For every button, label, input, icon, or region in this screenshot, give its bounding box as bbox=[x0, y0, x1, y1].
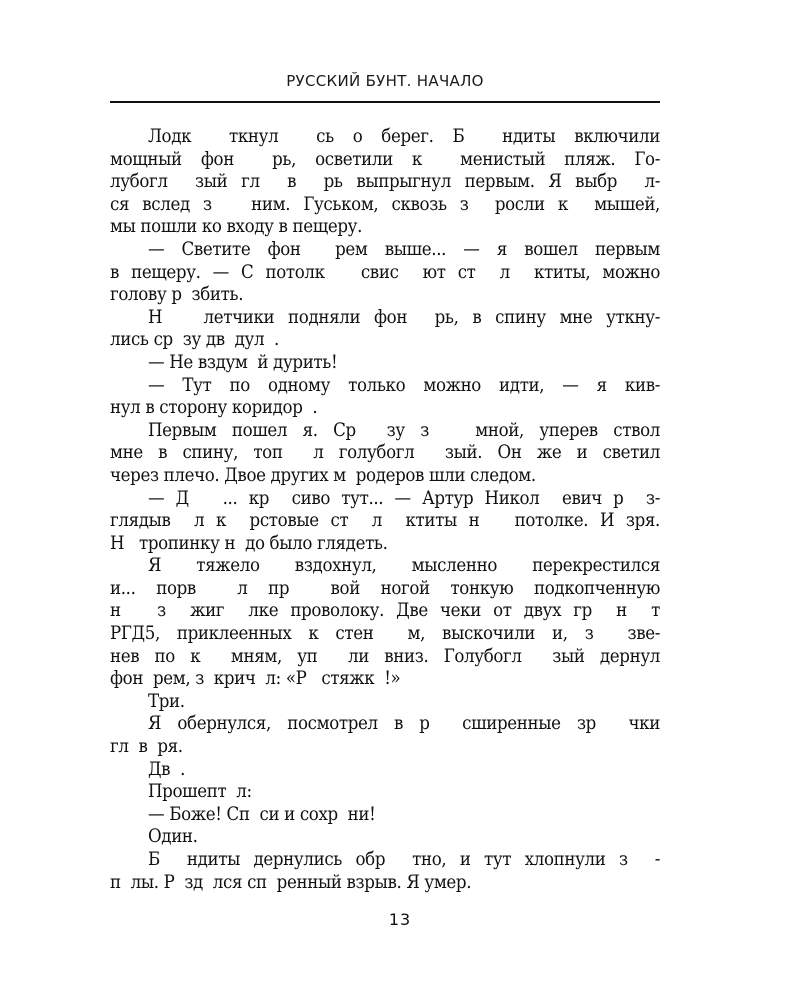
text-line: лубогл зый гл в рь выпрыгнул первым. Я выбр л- bbox=[110, 171, 660, 193]
text-line: Один. bbox=[148, 826, 198, 848]
text-line: фон рем, з крич л: «Р стяжк !» bbox=[110, 668, 401, 690]
text-line: мощный фон рь, осветили к менистый пляж. Го- bbox=[110, 148, 660, 170]
text-line: Первым пошел я. Ср зу з мной, уперев ствол bbox=[148, 419, 660, 441]
text-line: Прошепт л: bbox=[148, 781, 252, 803]
text-line: глядыв л к рстовые ст л ктиты н потолке. И зря. bbox=[110, 510, 660, 532]
text-line: в пещеру. — С потолк свис ют ст л ктиты, можно bbox=[110, 261, 660, 283]
text-line: лись ср зу дв дул . bbox=[110, 329, 279, 351]
text-line: и... порв л пр вой ногой тонкую подкопченную bbox=[110, 577, 660, 599]
text-line: гл в ря. bbox=[110, 736, 183, 758]
text-line: — Не вздум й дурить! bbox=[148, 351, 338, 373]
text-line: мы пошли ко входу в пещеру. bbox=[110, 216, 362, 238]
text-line: — Д ... кр сиво тут... — Артур Никол евич р з- bbox=[148, 487, 660, 509]
text-line: через плечо. Двое других м родеров шли следом. bbox=[110, 464, 536, 486]
running-head: РУССКИЙ БУНТ. НАЧАЛО bbox=[286, 72, 484, 90]
text-line: н з жиг лке проволоку. Две чеки от двух гр н т bbox=[110, 600, 660, 622]
body-text bbox=[110, 126, 660, 894]
text-line: Б ндиты дернулись обр тно, и тут хлопнули з - bbox=[148, 849, 660, 870]
text-line: Н летчики подняли фон рь, в спину мне уткну- bbox=[148, 306, 660, 328]
text-line: голову р збить. bbox=[110, 284, 244, 306]
text-line: нев по к мням, уп ли вниз. Голубогл зый дернул bbox=[110, 645, 660, 667]
text-line: мне в спину, топ л голубогл зый. Он же и светил bbox=[110, 442, 660, 464]
text-line: Я обернулся, посмотрел в р сширенные зр чки bbox=[148, 713, 660, 735]
text-line: Н тропинку н до было глядеть. bbox=[110, 532, 388, 554]
text-line: Я тяжело вздохнул, мысленно перекрестился bbox=[148, 555, 660, 577]
text-line: нул в сторону коридор . bbox=[110, 397, 318, 419]
text-line: РГД5, приклеенных к стен м, выскочили и, з зве- bbox=[110, 623, 660, 645]
page-number: 13 bbox=[388, 910, 412, 929]
text-line: ся вслед з ним. Гуськом, сквозь з росли к мышей, bbox=[110, 193, 660, 215]
text-line: Лодк ткнул сь о берег. Б ндиты включили bbox=[148, 126, 660, 147]
text-line: — Тут по одному только можно идти, — я кив- bbox=[148, 374, 660, 396]
text-line: Три. bbox=[148, 690, 185, 712]
text-line: п лы. Р зд лся сп ренный взрыв. Я умер. bbox=[110, 871, 472, 893]
text-line: — Боже! Сп си и сохр ни! bbox=[148, 803, 376, 825]
header-rule bbox=[110, 101, 660, 103]
text-line: Дв . bbox=[148, 758, 186, 780]
text-line: — Светите фон рем выше... — я вошел первым bbox=[148, 238, 660, 260]
